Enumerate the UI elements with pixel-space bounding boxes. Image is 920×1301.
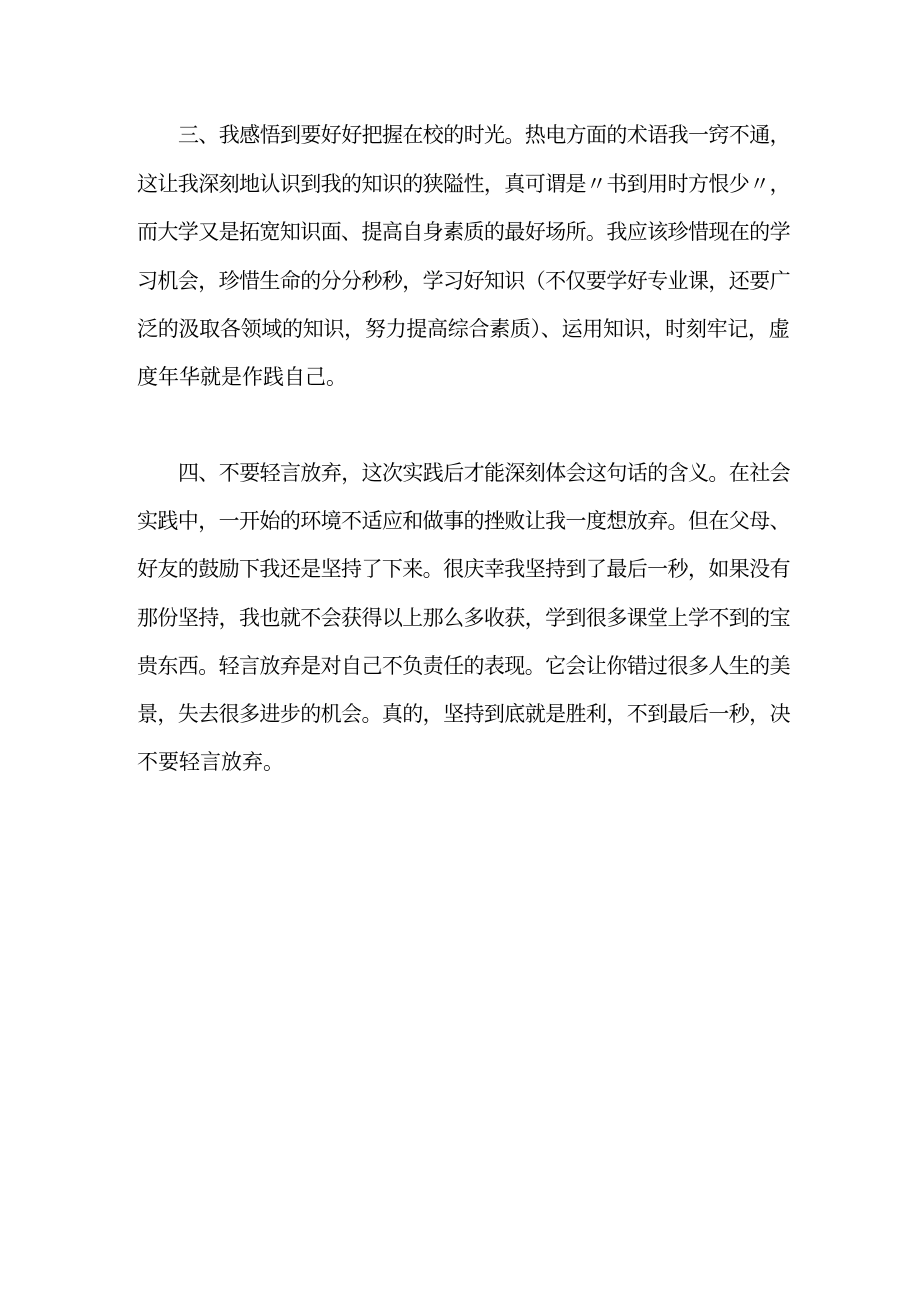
- paragraph-line: 这让我深刻地认识到我的知识的狭隘性，真可谓是〃书到用时方恨少〃，: [137, 172, 790, 196]
- paragraph-line: 而大学又是拓宽知识面、提高自身素质的最好场所。我应该珍惜现在的学: [137, 220, 790, 244]
- paragraph-line: 泛的汲取各领域的知识，努力提高综合素质）、运用知识，时刻牢记，虚: [137, 317, 790, 341]
- paragraph-line: 那份坚持，我也就不会获得以上那么多收获，学到很多课堂上学不到的宝: [137, 606, 790, 630]
- paragraph-line: 实践中，一开始的环境不适应和做事的挫败让我一度想放弃。但在父母、: [137, 509, 790, 533]
- paragraph-line: 度年华就是作践自己。: [137, 365, 347, 389]
- paragraph-line: 景，失去很多进步的机会。真的，坚持到底就是胜利，不到最后一秒，决: [137, 702, 790, 726]
- paragraph-line: 贵东西。轻言放弃是对自己不负责任的表现。它会让你错过很多人生的美: [137, 654, 790, 678]
- paragraph-line: 好友的鼓励下我还是坚持了下来。很庆幸我坚持到了最后一秒，如果没有: [137, 557, 790, 581]
- paragraph-line: 不要轻言放弃。: [137, 750, 284, 774]
- paragraph-line: 习机会，珍惜生命的分分秒秒，学习好知识（不仅要学好专业课，还要广: [137, 269, 790, 293]
- paragraph-line: 四、不要轻言放弃，这次实践后才能深刻体会这句话的含义。在社会: [178, 461, 790, 485]
- paragraph-line: 三、我感悟到要好好把握在校的时光。热电方面的术语我一窍不通，: [178, 123, 790, 147]
